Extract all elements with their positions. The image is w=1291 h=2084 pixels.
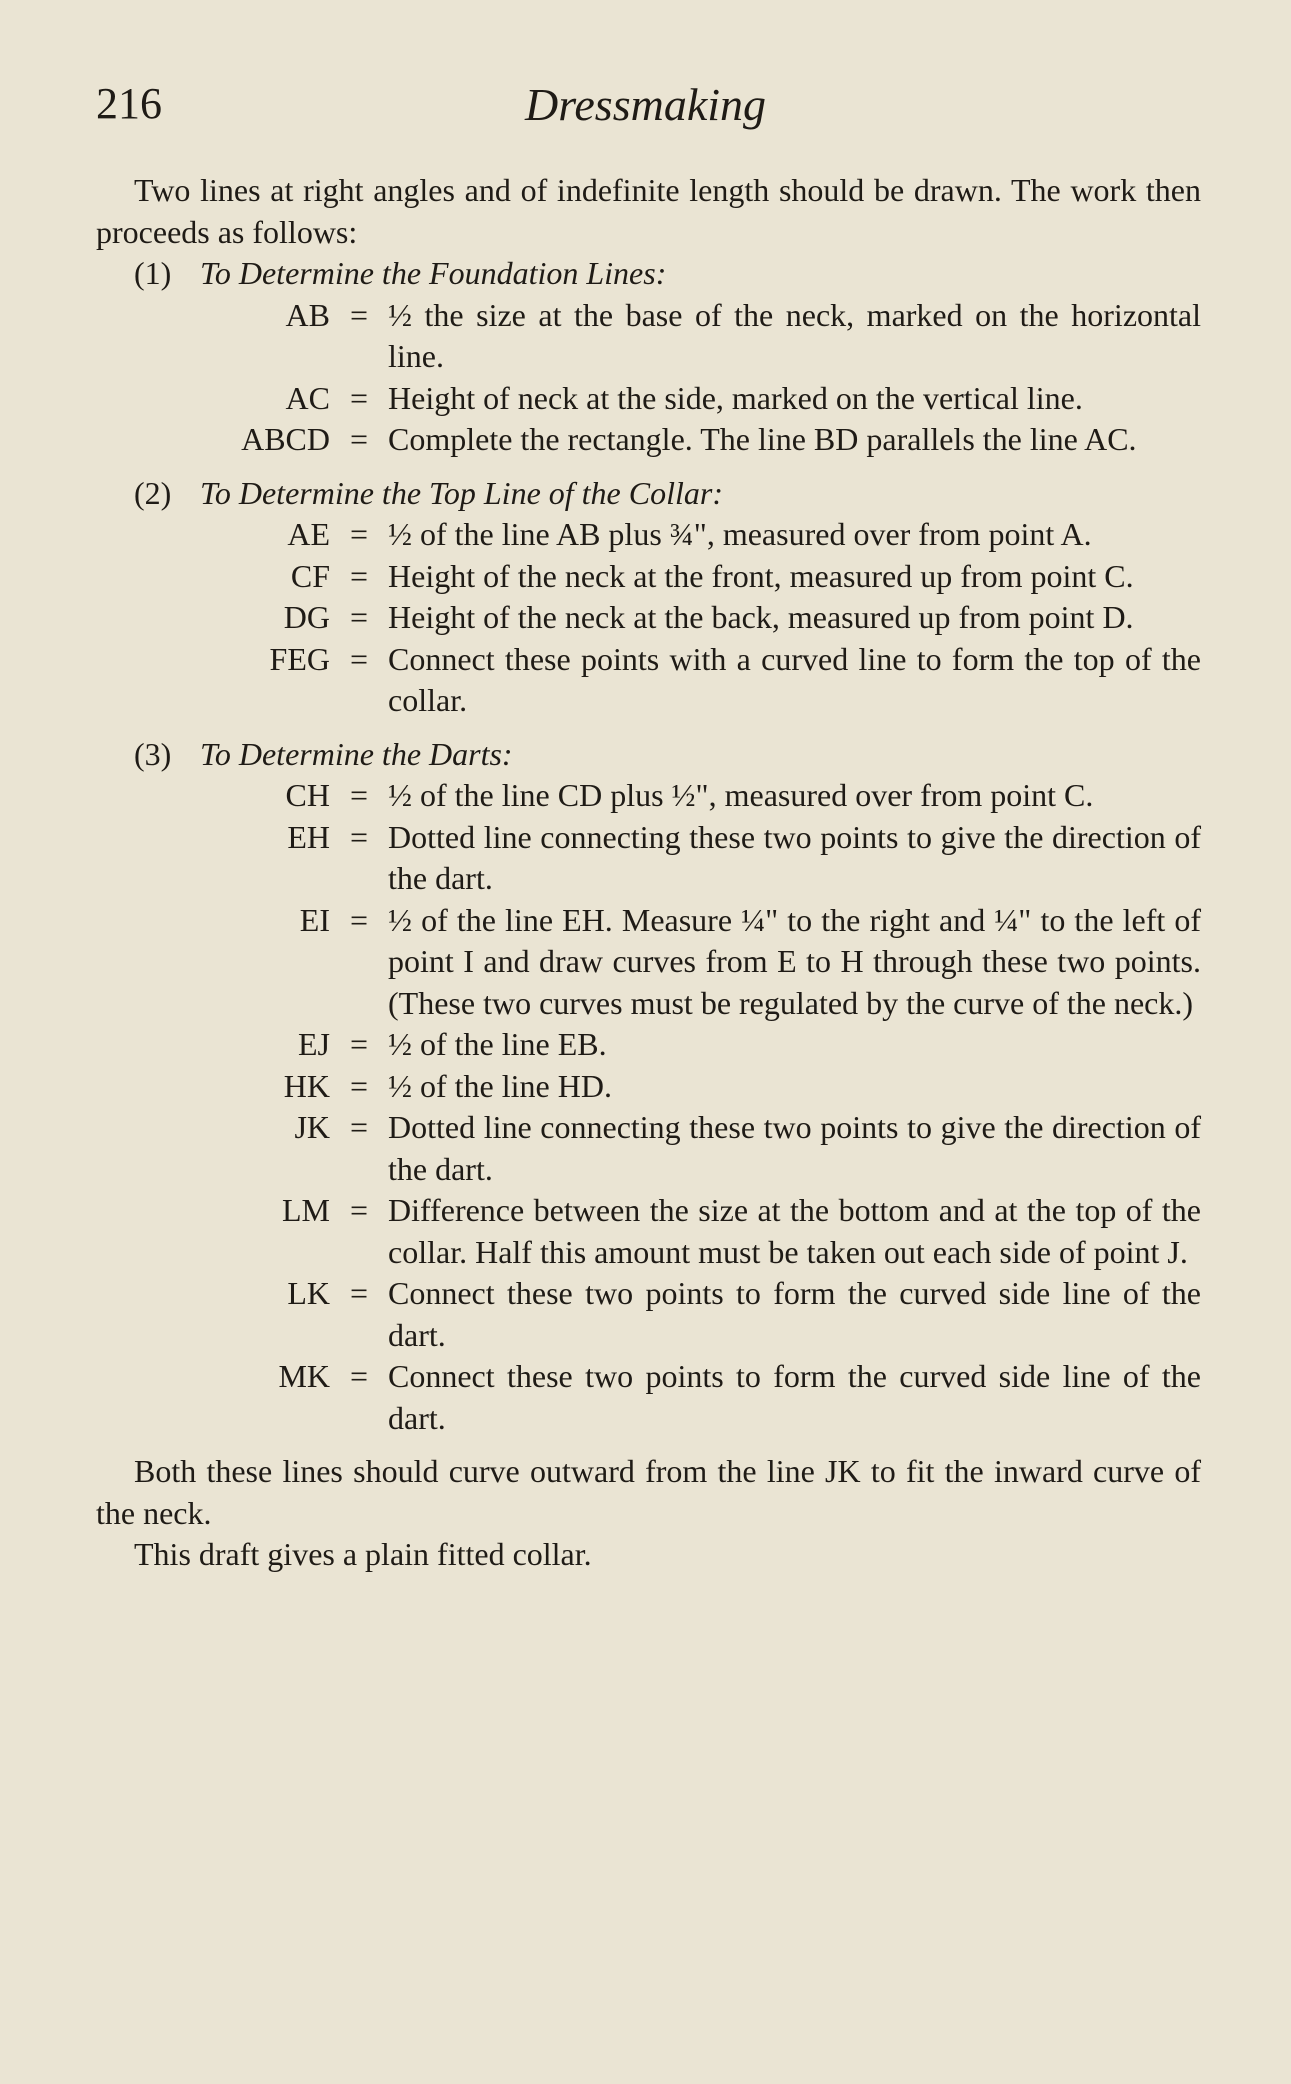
definition-row <box>96 1273 1201 1356</box>
definition-text: Height of neck at the side, marked on the vertical line. <box>388 379 1083 416</box>
definition-text: Complete the rectangle. The line BD parallels the line AC. <box>388 421 1137 457</box>
definition-row <box>96 1024 1201 1066</box>
equals-sign: = <box>349 1275 369 1311</box>
definition-row <box>96 1356 1201 1439</box>
section-title: To Determine the Top Line of the Collar: <box>200 474 723 511</box>
definition-label: CH <box>285 777 330 813</box>
closing-paragraph: Both these lines should curve outward from the line JK to fit the inward curve of the neck. <box>96 1453 1201 1531</box>
definition-text: ½ of the line HD. <box>388 1067 612 1104</box>
definition-text: Height of the neck at the back, measured up from point D. <box>388 599 1134 635</box>
equals-sign: = <box>349 296 369 333</box>
definition-label: HK <box>283 1067 330 1104</box>
section-heading <box>96 734 1201 776</box>
equals-sign: = <box>349 516 369 552</box>
definition-label: EI <box>299 901 330 938</box>
closing-paragraph: This draft gives a plain fitted collar. <box>134 1536 592 1572</box>
equals-sign: = <box>349 640 369 677</box>
equals-sign: = <box>349 901 369 938</box>
definition-list <box>96 295 1201 461</box>
definition-label: AC <box>285 379 330 416</box>
definition-row <box>96 775 1201 817</box>
equals-sign: = <box>349 599 369 635</box>
running-title: Dressmaking <box>524 79 767 130</box>
equals-sign: = <box>349 1026 369 1062</box>
definition-row <box>96 1107 1201 1190</box>
definition-label: ABCD <box>241 421 330 457</box>
definition-label: DG <box>283 599 330 635</box>
definition-text: ½ of the line EB. <box>388 1026 607 1062</box>
definition-row <box>96 419 1201 461</box>
definition-text: Connect these points with a curved line to form the top of the collar. <box>388 640 1201 718</box>
equals-sign: = <box>349 818 369 855</box>
definition-text: ½ of the line CD plus ½", measured over from point C. <box>388 777 1094 813</box>
page-number: 216 <box>96 79 162 128</box>
definition-text: Difference between the size at the bottom and at the top of the collar. Half this amount must be taken out each side of point J. <box>388 1192 1201 1270</box>
definition-list <box>96 775 1201 1439</box>
definition-label: LM <box>282 1192 330 1228</box>
definition-text: ½ of the line AB plus ¾", measured over from point A. <box>388 516 1092 552</box>
definition-row <box>96 556 1201 598</box>
definition-text: Dotted line connecting these two points to give the direction of the dart. <box>388 818 1201 896</box>
definition-row <box>96 514 1201 556</box>
definition-text: ½ the size at the base of the neck, marked on the horizontal line. <box>388 296 1201 374</box>
definition-row <box>96 1190 1201 1273</box>
definition-row <box>96 900 1201 1025</box>
definition-list <box>96 514 1201 722</box>
definition-label: LK <box>287 1275 330 1311</box>
equals-sign: = <box>349 557 369 594</box>
definition-label: JK <box>294 1109 330 1145</box>
section-foundation-lines <box>96 253 1201 461</box>
definition-row <box>96 1066 1201 1108</box>
definition-label: AB <box>285 296 330 333</box>
equals-sign: = <box>349 777 369 813</box>
intro-paragraph: Two lines at right angles and of indefinite length should be drawn. The work then proceeds as follows: <box>96 172 1201 250</box>
section-number: (2) <box>134 474 172 511</box>
definition-text: Connect these two points to form the curved side line of the dart. <box>388 1358 1201 1436</box>
section-top-line <box>96 473 1201 722</box>
section-title: To Determine the Foundation Lines: <box>200 255 667 291</box>
definition-text: Dotted line connecting these two points to give the direction of the dart. <box>388 1109 1201 1187</box>
definition-label: AE <box>287 516 330 552</box>
definition-row <box>96 817 1201 900</box>
definition-row <box>96 378 1201 420</box>
section-title: To Determine the Darts: <box>200 735 513 772</box>
definition-label: FEG <box>269 640 330 677</box>
definition-label: EH <box>287 818 330 855</box>
definition-label: EJ <box>298 1026 330 1062</box>
definition-row <box>96 295 1201 378</box>
running-header <box>0 78 1291 138</box>
equals-sign: = <box>349 1358 369 1394</box>
definition-text: Connect these two points to form the curved side line of the dart. <box>388 1275 1201 1353</box>
section-heading <box>96 253 1201 295</box>
page-body <box>96 170 1201 1576</box>
definition-label: CF <box>290 557 330 594</box>
equals-sign: = <box>349 421 369 457</box>
equals-sign: = <box>349 1067 369 1104</box>
definition-text: ½ of the line EH. Measure ¼" to the right and ¼" to the left of point I and draw curves from E to H through these two points. (These two curves must be regulated by the curve of the neck.) <box>388 901 1201 1021</box>
definition-label: MK <box>278 1358 330 1394</box>
equals-sign: = <box>349 379 369 416</box>
equals-sign: = <box>349 1192 369 1228</box>
section-number: (1) <box>134 255 172 291</box>
definition-row <box>96 639 1201 722</box>
equals-sign: = <box>349 1109 369 1145</box>
section-heading <box>96 473 1201 515</box>
definition-row <box>96 597 1201 639</box>
section-number: (3) <box>134 735 172 772</box>
definition-text: Height of the neck at the front, measured up from point C. <box>388 557 1134 594</box>
section-darts <box>96 734 1201 1440</box>
